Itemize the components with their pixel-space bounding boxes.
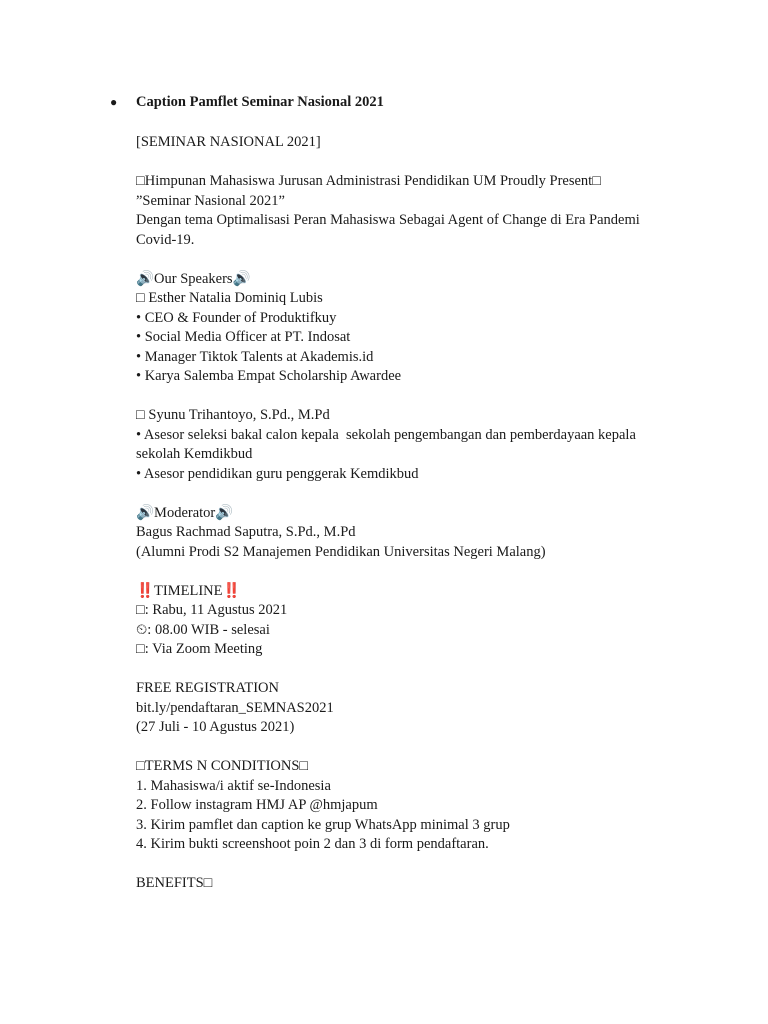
intro-line: □Himpunan Mahasiswa Jurusan Administrasi Pendidikan UM Proudly Present□ <box>136 173 601 189</box>
terms-heading: □TERMS N CONDITIONS□ <box>136 758 309 774</box>
caption-body <box>136 133 696 894</box>
intro-line: Covid-19. <box>136 231 195 248</box>
speaker-detail: • Asesor seleksi bakal calon kepala sekolah pengembangan dan pemberdayaan kepala <box>136 426 636 443</box>
speaker-detail: sekolah Kemdikbud <box>136 446 253 462</box>
timeline-time: ⏲: 08.00 WIB - selesai <box>136 621 270 638</box>
registration-link: bit.ly/pendaftaran_SEMNAS2021 <box>136 699 334 716</box>
terms-item: 2. Follow instagram HMJ AP @hmjapum <box>136 797 378 813</box>
seminar-header: [SEMINAR NASIONAL 2021] <box>136 134 321 150</box>
speakers-heading: 🔊Our Speakers🔊 <box>136 270 251 287</box>
speaker-detail: • Social Media Officer at PT. Indosat <box>136 329 351 345</box>
benefits-heading: BENEFITS□ <box>136 875 213 891</box>
registration-heading: FREE REGISTRATION <box>136 680 279 696</box>
speaker-detail: • Karya Salemba Empat Scholarship Awardee <box>136 368 402 384</box>
timeline-venue: □: Via Zoom Meeting <box>136 641 263 657</box>
caption-title: Caption Pamflet Seminar Nasional 2021 <box>136 94 384 110</box>
bullet-icon: ● <box>110 95 118 109</box>
terms-item: 4. Kirim bukti screenshoot poin 2 dan 3 di form pendaftaran. <box>136 836 489 852</box>
registration-period: (27 Juli - 10 Agustus 2021) <box>136 719 295 735</box>
moderator-name: Bagus Rachmad Saputra, S.Pd., M.Pd <box>136 524 356 540</box>
speaker-name: □ Esther Natalia Dominiq Lubis <box>136 290 323 306</box>
speaker-name: □ Syunu Trihantoyo, S.Pd., M.Pd <box>136 407 330 423</box>
terms-item: 3. Kirim pamflet dan caption ke grup WhatsApp minimal 3 grup <box>136 816 510 833</box>
caption-bullet-item <box>110 94 384 111</box>
moderator-heading: 🔊Moderator🔊 <box>136 504 234 521</box>
intro-line: Dengan tema Optimalisasi Peran Mahasiswa Sebagai Agent of Change di Era Pandemi <box>136 212 640 228</box>
speaker-detail: • Manager Tiktok Talents at Akademis.id <box>136 348 374 365</box>
moderator-detail: (Alumni Prodi S2 Manajemen Pendidikan Universitas Negeri Malang) <box>136 543 546 560</box>
speaker-detail: • CEO & Founder of Produktifkuy <box>136 309 337 326</box>
speaker-detail: • Asesor pendidikan guru penggerak Kemdikbud <box>136 465 419 482</box>
terms-item: 1. Mahasiswa/i aktif se-Indonesia <box>136 777 331 794</box>
intro-line: ”Seminar Nasional 2021” <box>136 192 285 209</box>
timeline-date: □: Rabu, 11 Agustus 2021 <box>136 602 288 618</box>
timeline-heading: ‼️TIMELINE‼️ <box>136 582 241 599</box>
